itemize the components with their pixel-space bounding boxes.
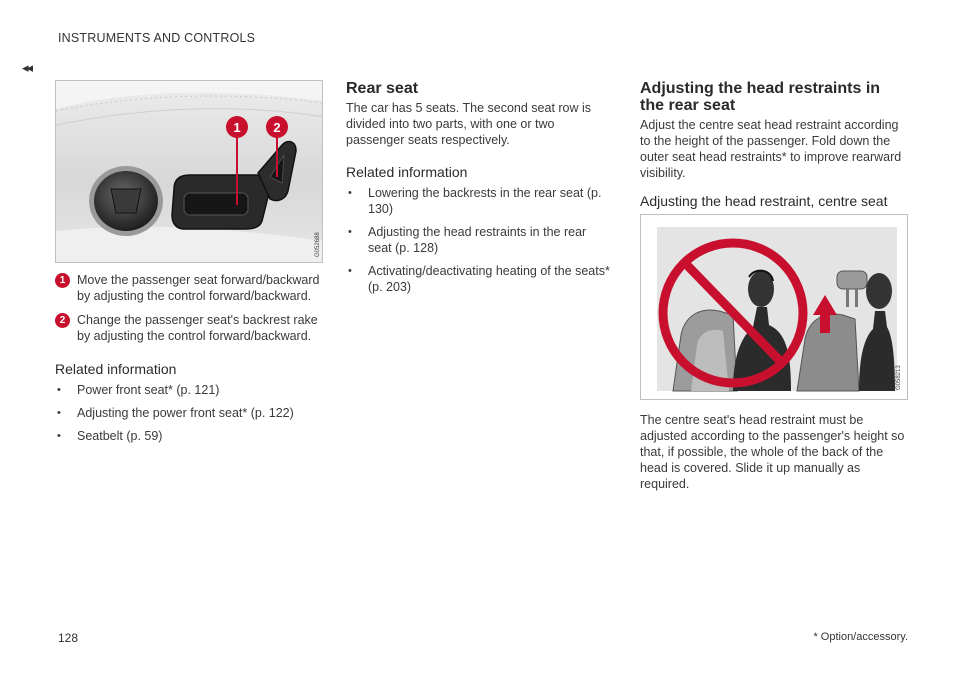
callout-badge-1: 1 bbox=[55, 273, 70, 288]
callout-text-2: Change the passenger seat's backrest rake by adjusting the control forward/backward. bbox=[77, 313, 318, 343]
related-heading: Related information bbox=[55, 361, 177, 377]
column-left bbox=[55, 80, 323, 451]
related-link[interactable]: • Seatbelt (p. 59) bbox=[55, 428, 323, 444]
related-list bbox=[55, 382, 323, 444]
page-number: 128 bbox=[58, 631, 79, 645]
seat-control-illustration bbox=[55, 80, 323, 263]
head-restraints-body: Adjust the centre seat head restraint according to the height of the passenger. Fold down the outer seat head restraints* to improve rearward visibility. bbox=[640, 118, 902, 180]
callout-marker-2: 2 bbox=[273, 120, 281, 135]
related-link[interactable]: • Power front seat* (p. 121) bbox=[55, 382, 323, 398]
back-arrow-icon[interactable]: ◂◂ bbox=[22, 60, 32, 75]
figure-code: G052688 bbox=[315, 232, 321, 257]
centre-seat-instruction: The centre seat's head restraint must be adjusted according to the passenger's height so that, if possible, the whole of the back of the head is covered. Slide it up manually as required. bbox=[640, 413, 905, 491]
head-restraint-illustration bbox=[640, 214, 908, 400]
seat-controls-image bbox=[56, 81, 323, 263]
related-link[interactable]: • Activating/deactivating heating of the seats* (p. 203) bbox=[346, 263, 612, 295]
related-link[interactable]: • Adjusting the head restraints in the rear seat (p. 128) bbox=[346, 224, 612, 256]
head-restraints-heading: Adjusting the head restraints in the rear seat bbox=[640, 80, 881, 114]
related-link[interactable]: • Adjusting the power front seat* (p. 122) bbox=[55, 405, 323, 421]
centre-seat-subheading: Adjusting the head restraint, centre seat bbox=[640, 193, 888, 209]
section-title: INSTRUMENTS AND CONTROLS bbox=[58, 31, 256, 45]
callout-1 bbox=[55, 272, 323, 304]
related-link[interactable]: • Lowering the backrests in the rear seat (p. 130) bbox=[346, 185, 612, 217]
column-middle bbox=[346, 80, 612, 302]
head-restraint-image bbox=[641, 215, 908, 400]
related-heading: Related information bbox=[346, 164, 468, 180]
related-list bbox=[346, 185, 612, 295]
rear-seat-heading: Rear seat bbox=[346, 80, 419, 97]
callout-badge-2: 2 bbox=[55, 313, 70, 328]
figure-code: G058213 bbox=[896, 365, 902, 390]
callout-text-1: Move the passenger seat forward/backward by adjusting the control forward/backward. bbox=[77, 273, 320, 303]
column-right bbox=[640, 80, 908, 492]
rear-seat-body: The car has 5 seats. The second seat row is divided into two parts, with one or two passenger seats respectively. bbox=[346, 101, 592, 147]
footnote: * Option/accessory. bbox=[813, 631, 908, 643]
callout-2 bbox=[55, 312, 323, 344]
callout-marker-1: 1 bbox=[233, 120, 241, 135]
